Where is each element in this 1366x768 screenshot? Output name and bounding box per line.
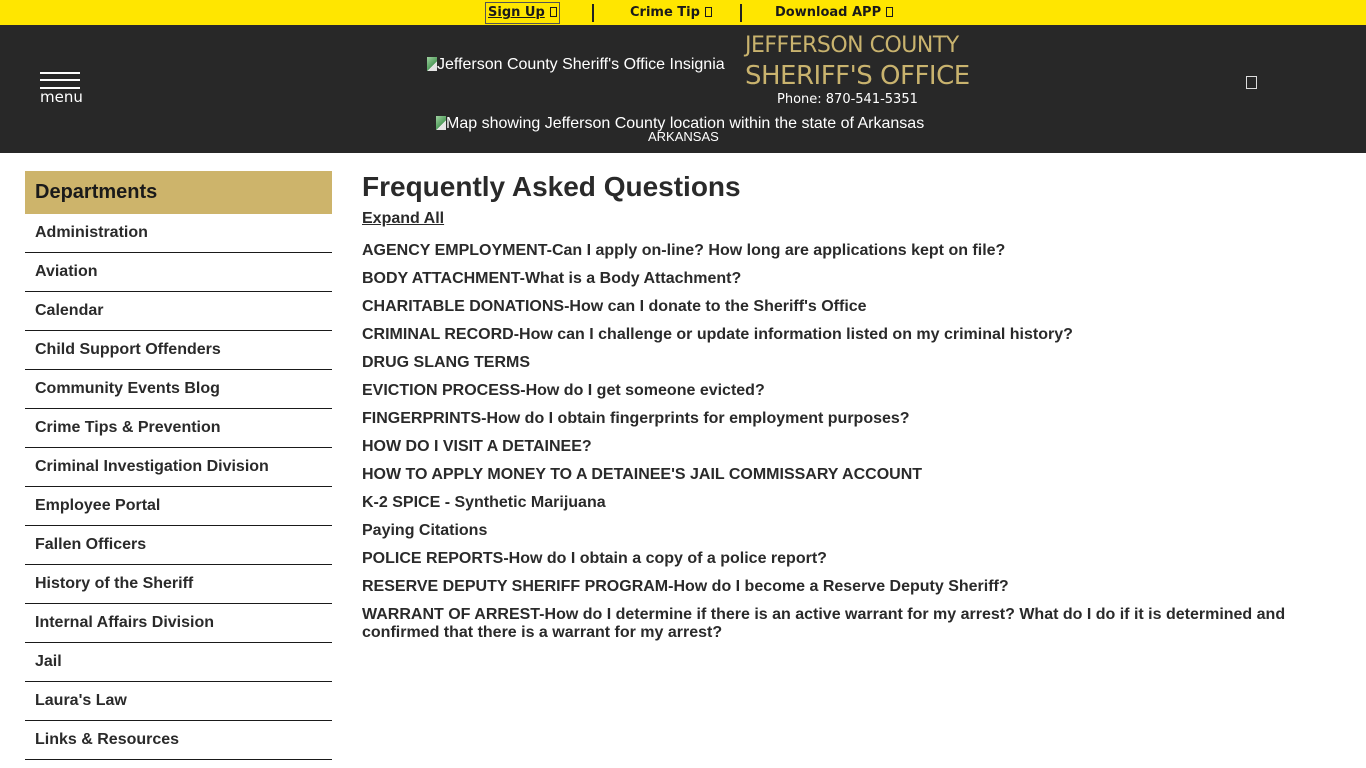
faq-list (362, 242, 1342, 642)
site-title-line1: JEFFERSON COUNTY (745, 33, 959, 58)
map-alt-text: Map showing Jefferson County location within the state of Arkansas (446, 115, 925, 132)
insignia-image[interactable] (427, 56, 725, 74)
sidebar-item-lauras-law[interactable]: Laura's Law (25, 682, 332, 721)
faq-item[interactable]: RESERVE DEPUTY SHERIFF PROGRAM-How do I become a Reserve Deputy Sheriff? (362, 578, 1009, 595)
sidebar-item-history-of-the-sheriff[interactable]: History of the Sheriff (25, 565, 332, 604)
sidebar-item-crime-tips-prevention[interactable]: Crime Tips & Prevention (25, 409, 332, 448)
broken-image-icon (427, 57, 437, 71)
download-app-link[interactable] (775, 3, 893, 23)
faq-item[interactable]: HOW DO I VISIT A DETAINEE? (362, 438, 592, 455)
faq-item[interactable]: DRUG SLANG TERMS (362, 354, 530, 371)
site-title[interactable] (745, 30, 970, 92)
faq-item[interactable]: WARRANT OF ARREST-How do I determine if there is an active warrant for my arrest? What do I do if it is determined and confirmed that there is a warrant for my arrest? (362, 606, 1286, 641)
page-title: Frequently Asked Questions (362, 171, 741, 202)
crime-tip-link[interactable] (630, 3, 712, 23)
site-header (0, 25, 1366, 153)
faq-item[interactable]: K-2 SPICE - Synthetic Marijuana (362, 494, 606, 511)
faq-item[interactable]: AGENCY EMPLOYMENT-Can I apply on-line? How long are applications kept on file? (362, 242, 1006, 259)
divider (740, 4, 742, 22)
phone-number: Phone: 870-541-5351 (777, 92, 918, 107)
menu-button[interactable] (40, 70, 83, 106)
faq-content (362, 171, 1342, 652)
sidebar-item-jail[interactable]: Jail (25, 643, 332, 682)
sign-up-label: Sign Up (488, 5, 545, 20)
search-icon[interactable] (1246, 76, 1257, 89)
faq-item[interactable]: Paying Citations (362, 522, 488, 539)
menu-label: menu (40, 88, 83, 106)
sidebar-item-administration[interactable]: Administration (25, 214, 332, 253)
sidebar-item-community-events-blog[interactable]: Community Events Blog (25, 370, 332, 409)
sidebar-item-child-support-offenders[interactable]: Child Support Offenders (25, 331, 332, 370)
top-utility-bar (0, 0, 1366, 25)
sidebar-item-employee-portal[interactable]: Employee Portal (25, 487, 332, 526)
sidebar-heading: Departments (25, 171, 332, 214)
external-link-icon (705, 7, 712, 17)
departments-sidebar (25, 171, 332, 760)
insignia-alt-text: Jefferson County Sheriff's Office Insignia (437, 56, 725, 73)
sidebar-item-aviation[interactable]: Aviation (25, 253, 332, 292)
site-title-line2: SHERIFF'S OFFICE (745, 61, 970, 91)
sidebar-item-fallen-officers[interactable]: Fallen Officers (25, 526, 332, 565)
faq-item[interactable]: EVICTION PROCESS-How do I get someone evicted? (362, 382, 765, 399)
external-link-icon (550, 7, 557, 17)
hamburger-icon (40, 79, 80, 81)
hamburger-icon (40, 72, 80, 74)
faq-item[interactable]: BODY ATTACHMENT-What is a Body Attachment? (362, 270, 742, 287)
faq-item[interactable]: HOW TO APPLY MONEY TO A DETAINEE'S JAIL COMMISSARY ACCOUNT (362, 466, 923, 483)
sidebar-item-criminal-investigation-division[interactable]: Criminal Investigation Division (25, 448, 332, 487)
sidebar-item-internal-affairs-division[interactable]: Internal Affairs Division (25, 604, 332, 643)
sidebar-item-calendar[interactable]: Calendar (25, 292, 332, 331)
sidebar-item-links-resources[interactable]: Links & Resources (25, 721, 332, 760)
external-link-icon (886, 7, 893, 17)
sign-up-link[interactable] (486, 3, 559, 23)
broken-image-icon (436, 116, 446, 130)
download-app-label: Download APP (775, 5, 882, 20)
faq-item[interactable]: CHARITABLE DONATIONS-How can I donate to the Sheriff's Office (362, 298, 867, 315)
map-caption: ARKANSAS (648, 129, 719, 144)
crime-tip-label: Crime Tip (630, 5, 700, 20)
faq-item[interactable]: CRIMINAL RECORD-How can I challenge or update information listed on my criminal history? (362, 326, 1073, 343)
faq-item[interactable]: POLICE REPORTS-How do I obtain a copy of a police report? (362, 550, 827, 567)
divider (592, 4, 594, 22)
faq-item[interactable]: FINGERPRINTS-How do I obtain fingerprints for employment purposes? (362, 410, 910, 427)
expand-all-link[interactable]: Expand All (362, 210, 445, 227)
